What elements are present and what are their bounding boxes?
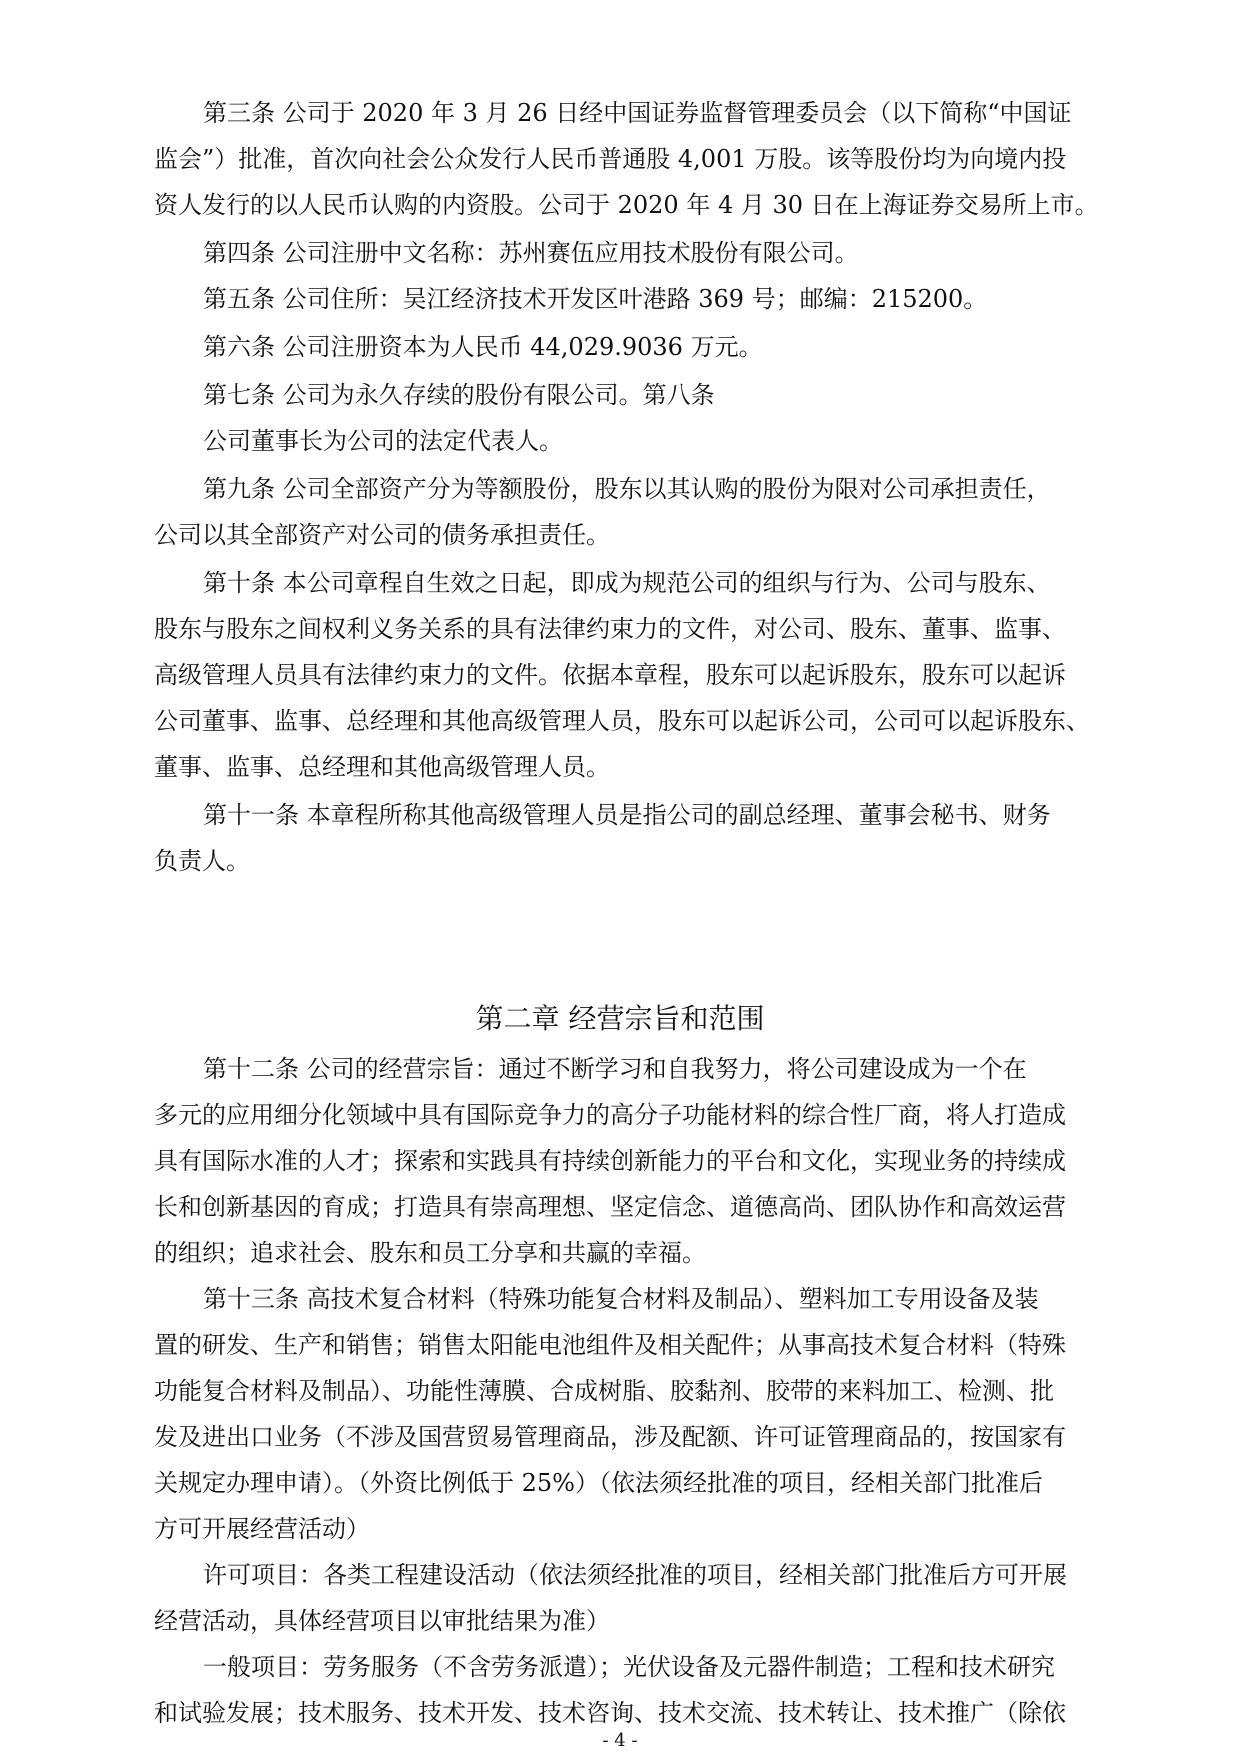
- text-line: 具有国际水准的人才；探索和实践具有持续创新能力的平台和文化，实现业务的持续成: [154, 1147, 1066, 1175]
- text-line: 第三条 公司于 2020 年 3 月 26 日经中国证券监督管理委员会（以下简称“中国证: [203, 99, 1072, 127]
- text-line: 第七条 公司为永久存续的股份有限公司。第八条: [203, 381, 715, 409]
- text-line: 许可项目：各类工程建设活动（依法须经批准的项目，经相关部门批准后方可开展: [203, 1561, 1067, 1589]
- text-line: 第十二条 公司的经营宗旨：通过不断学习和自我努力，将公司建设成为一个在: [203, 1055, 1027, 1083]
- text-line: 功能复合材料及制品）、功能性薄膜、合成树脂、胶黏剂、胶带的来料加工、检测、批: [154, 1377, 1054, 1405]
- text-line: 第十三条 高技术复合材料（特殊功能复合材料及制品）、塑料加工专用设备及装: [203, 1285, 1039, 1313]
- text-line: 高级管理人员具有法律约束力的文件。依据本章程，股东可以起诉股东，股东可以起诉: [154, 661, 1066, 689]
- text-line: 方可开展经营活动）: [154, 1515, 370, 1543]
- text-line: 经营活动，具体经营项目以审批结果为准）: [154, 1607, 610, 1635]
- text-line: 负责人。: [154, 847, 250, 875]
- text-line: 第六条 公司注册资本为人民币 44,029.9036 万元。: [203, 333, 763, 361]
- chapter-title: 第二章 经营宗旨和范围: [475, 1002, 765, 1035]
- text-line: 董事、监事、总经理和其他高级管理人员。: [154, 753, 610, 781]
- text-line: 置的研发、生产和销售；销售太阳能电池组件及相关配件；从事高技术复合材料（特殊: [154, 1331, 1066, 1359]
- page-number: - 4 -: [602, 1730, 638, 1751]
- text-line: 发及进出口业务（不涉及国营贸易管理商品，涉及配额、许可证管理商品的，按国家有: [154, 1423, 1066, 1451]
- text-line: 公司以其全部资产对公司的债务承担责任。: [154, 521, 610, 549]
- text-line: 多元的应用细分化领域中具有国际竞争力的高分子功能材料的综合性厂商，将人打造成: [154, 1101, 1066, 1129]
- text-line: 一般项目：劳务服务（不含劳务派遣）；光伏设备及元器件制造；工程和技术研究: [203, 1653, 1055, 1681]
- text-line: 第五条 公司住所：吴江经济技术开发区叶港路 369 号；邮编：215200。: [203, 285, 988, 313]
- text-line: 第九条 公司全部资产分为等额股份，股东以其认购的股份为限对公司承担责任，: [203, 475, 1051, 503]
- text-line: 公司董事长为公司的法定代表人。: [203, 427, 563, 455]
- text-line: 第四条 公司注册中文名称：苏州赛伍应用技术股份有限公司。: [203, 239, 859, 267]
- text-line: 和试验发展；技术服务、技术开发、技术咨询、技术交流、技术转让、技术推广（除依: [154, 1699, 1066, 1727]
- text-line: 关规定办理申请）。（外资比例低于 25%）（依法须经批准的项目，经相关部门批准后: [154, 1469, 1043, 1497]
- text-line: 第十一条 本章程所称其他高级管理人员是指公司的副总经理、董事会秘书、财务: [203, 801, 1051, 829]
- text-line: 资人发行的以人民币认购的内资股。公司于 2020 年 4 月 30 日在上海证券交易所上市。: [154, 191, 1099, 219]
- text-line: 公司董事、监事、总经理和其他高级管理人员，股东可以起诉公司，公司可以起诉股东、: [154, 707, 1090, 735]
- text-line: 股东与股东之间权利义务关系的具有法律约束力的文件，对公司、股东、董事、监事、: [154, 615, 1066, 643]
- text-line: 监会”）批准，首次向社会公众发行人民币普通股 4,001 万股。该等股份均为向境内投: [154, 145, 1067, 173]
- text-line: 长和创新基因的育成；打造具有崇高理想、坚定信念、道德高尚、团队协作和高效运营: [154, 1193, 1066, 1221]
- text-line: 第十条 本公司章程自生效之日起，即成为规范公司的组织与行为、公司与股东、: [203, 569, 1051, 597]
- text-line: 的组织；追求社会、股东和员工分享和共赢的幸福。: [154, 1239, 706, 1267]
